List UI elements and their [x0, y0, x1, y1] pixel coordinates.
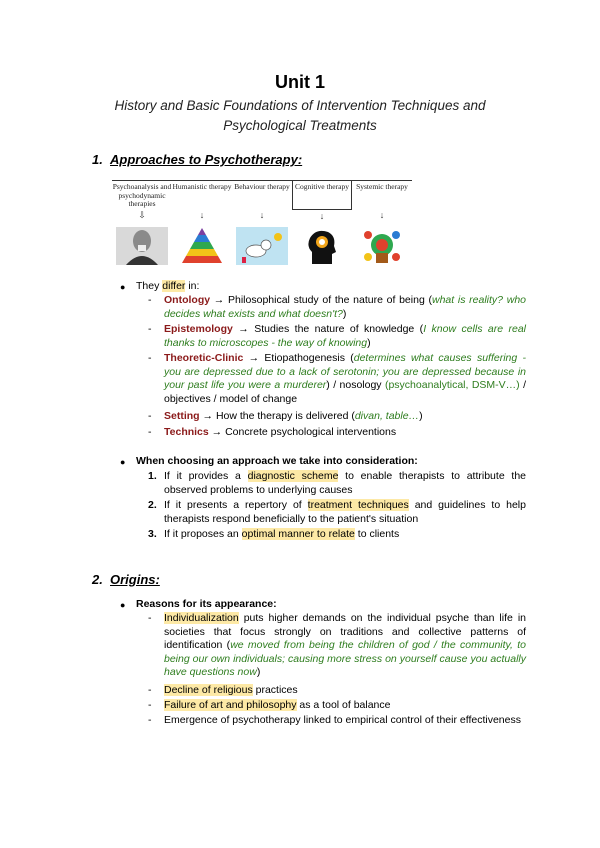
tail: / objectives / model of change: [164, 379, 526, 405]
text: in:: [185, 280, 200, 292]
text: to clients: [354, 528, 400, 540]
head-brain-icon: [296, 228, 348, 266]
origin-item-individualization: [164, 612, 526, 680]
text: Concrete psychological interventions: [225, 426, 397, 438]
text: and guidelines to help therapists respond beneficially to the patient's situation: [164, 499, 526, 525]
tile-systemic: [352, 180, 412, 265]
term: Epistemology: [164, 323, 233, 335]
example: (psychoanalytical, DSM-V…): [384, 379, 520, 391]
text: They: [136, 280, 163, 292]
down-arrow-icon: ↓: [259, 210, 265, 220]
text: to enable therapists to attribute the observed problems to underlying causes: [164, 470, 526, 496]
term: Theoretic-Clinic: [164, 352, 244, 364]
example: divan, table…: [354, 410, 420, 422]
tile-label: Psychoanalysis and psychodynamic therapies: [112, 182, 172, 208]
down-arrow-icon: ↓: [379, 210, 385, 220]
pavlov-dog-icon: [236, 227, 288, 265]
highlight: optimal manner to relate: [241, 528, 355, 540]
origin-item-religion: [164, 684, 526, 698]
number: 2.: [148, 499, 157, 511]
dash: -: [148, 684, 152, 696]
section-2-heading: [92, 572, 160, 587]
differ-intro: [136, 280, 199, 293]
tail: ): [367, 336, 371, 349]
dash: -: [148, 410, 152, 422]
term: Setting: [164, 410, 200, 422]
text: as a tool of balance: [296, 699, 391, 711]
bullet-dot: ●: [120, 600, 126, 610]
tile-cognitive: [292, 180, 352, 266]
text: If it presents a repertory of: [164, 499, 308, 511]
numbered-item-3: [164, 528, 526, 542]
dash: -: [148, 323, 152, 335]
dash: -: [148, 352, 152, 364]
arrow: →: [199, 410, 216, 422]
dash: -: [148, 294, 152, 306]
term: Technics: [164, 426, 209, 438]
list-item-theoretic-clinic: [164, 352, 526, 406]
number: 3.: [148, 528, 157, 540]
text: practices: [252, 684, 298, 696]
example: what is reality? who decides what exists and what doesn't?: [164, 294, 526, 320]
example: we moved from being the children of god / the community, to being our own individuals; causing more stress on yourself cause you actually have questions now: [164, 639, 526, 678]
tile-behaviour: [232, 180, 292, 265]
highlight: diagnostic scheme: [247, 470, 339, 482]
dash: -: [148, 612, 152, 624]
text: puts higher demands on the individual psyche than life in societies that focus strongly on traditions and collective patterns of identification (: [164, 612, 526, 651]
maslow-pyramid-icon: [176, 227, 228, 265]
origin-item-art: [164, 699, 526, 713]
bullet-dot: ●: [120, 282, 126, 292]
tail: ) / nosology: [326, 379, 382, 391]
text: Philosophical study of the nature of being (: [228, 294, 432, 306]
tile-label: Behaviour therapy: [232, 180, 292, 209]
example: determines what causes suffering - you are depressed due to a lack of serotonin; you are depressed because in your past life you were a murderer: [164, 352, 526, 391]
family-system-icon: [356, 227, 408, 265]
text: If it provides a: [164, 470, 248, 482]
dash: -: [148, 714, 152, 726]
highlight: Failure of art and philosophy: [164, 699, 297, 711]
section-title: Approaches to Psychotherapy:: [110, 152, 303, 167]
section-number: 2.: [92, 572, 103, 587]
down-arrow-icon: ↓: [319, 211, 325, 221]
example: I know cells are real thanks to microscopes - the way of knowing: [164, 323, 526, 349]
term: Ontology: [164, 294, 211, 306]
list-item-ontology: [164, 294, 526, 321]
tile-label: Systemic therapy: [352, 180, 412, 209]
numbered-item-1: [164, 470, 526, 497]
tile-label: Humanistic therapy: [172, 180, 232, 209]
tail: ): [419, 410, 423, 422]
text: Studies the nature of knowledge (: [254, 323, 424, 335]
list-item-setting: [164, 410, 526, 424]
reasons-heading: Reasons for its appearance:: [136, 598, 277, 610]
arrow: →: [243, 352, 265, 364]
tail: ): [342, 307, 347, 320]
tile-label: Cognitive therapy: [292, 180, 352, 210]
bullet-dot: ●: [120, 457, 126, 467]
text: How the therapy is delivered (: [215, 410, 355, 422]
tail: ): [256, 666, 261, 678]
down-arrow-icon: ↓: [199, 210, 205, 220]
freud-portrait-icon: [116, 227, 168, 265]
list-item-epistemology: [164, 323, 526, 350]
list-item-technics: [164, 426, 526, 440]
text: If it proposes an: [164, 528, 242, 540]
section-number: 1.: [92, 152, 103, 167]
down-arrow-icon: ⇩: [138, 210, 146, 220]
origin-item-empirical: [164, 714, 526, 728]
section-1-heading: [92, 152, 302, 167]
number: 1.: [148, 470, 157, 482]
choosing-heading: When choosing an approach we take into consideration:: [136, 455, 418, 467]
arrow: →: [232, 323, 255, 335]
highlight: treatment techniques: [307, 499, 409, 511]
arrow: →: [210, 294, 228, 306]
highlight: differ: [162, 280, 186, 292]
section-title: Origins:: [110, 572, 160, 587]
page-subtitle: History and Basic Foundations of Intervention Techniques and Psychological Treatments: [114, 98, 486, 133]
highlight: Decline of religious: [164, 684, 253, 696]
arrow: →: [208, 426, 226, 438]
dash: -: [148, 426, 152, 438]
text: Etiopathogenesis (: [264, 352, 354, 364]
numbered-item-2: [164, 499, 526, 526]
page-title: Unit 1: [274, 72, 325, 92]
highlight: Individualization: [164, 612, 239, 624]
dash: -: [148, 699, 152, 711]
text: Emergence of psychotherapy linked to empirical control of their effectiveness: [164, 714, 521, 726]
tile-humanistic: [172, 180, 232, 265]
tile-psychoanalysis: [112, 180, 172, 265]
